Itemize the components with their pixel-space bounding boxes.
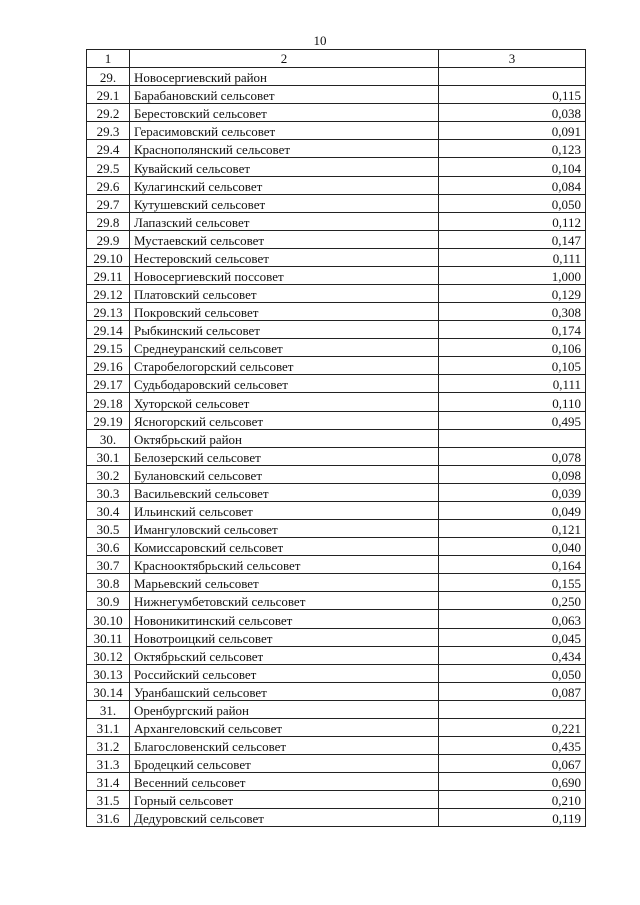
- municipality-name: Весенний сельсовет: [130, 773, 439, 791]
- coefficient-value: [439, 700, 586, 718]
- row-number: 29.13: [87, 303, 130, 321]
- row-number: 30.: [87, 429, 130, 447]
- table-row: [87, 791, 586, 809]
- table-row: [87, 194, 586, 212]
- table-row: [87, 339, 586, 357]
- coefficient-value: 0,050: [439, 664, 586, 682]
- coefficient-value: 0,040: [439, 538, 586, 556]
- municipality-name: Рыбкинский сельсовет: [130, 321, 439, 339]
- municipality-name: Новосергиевский поссовет: [130, 266, 439, 284]
- table-row: [87, 158, 586, 176]
- coefficient-value: 0,050: [439, 194, 586, 212]
- row-number: 30.13: [87, 664, 130, 682]
- row-number: 30.12: [87, 646, 130, 664]
- table-row: [87, 809, 586, 827]
- coefficient-value: 0,119: [439, 809, 586, 827]
- table-row: [87, 176, 586, 194]
- row-number: 29.5: [87, 158, 130, 176]
- coefficient-value: 1,000: [439, 266, 586, 284]
- row-number: 29.4: [87, 140, 130, 158]
- row-number: 30.7: [87, 556, 130, 574]
- municipality-name: Российский сельсовет: [130, 664, 439, 682]
- coefficient-value: 0,123: [439, 140, 586, 158]
- table-row: [87, 266, 586, 284]
- row-number: 29.2: [87, 104, 130, 122]
- table-row: [87, 140, 586, 158]
- municipality-name: Лапазский сельсовет: [130, 212, 439, 230]
- row-number: 29.18: [87, 393, 130, 411]
- row-number: 30.9: [87, 592, 130, 610]
- table-row: [87, 755, 586, 773]
- row-number: 30.6: [87, 538, 130, 556]
- row-number: 29.: [87, 68, 130, 86]
- municipality-name: Комиссаровский сельсовет: [130, 538, 439, 556]
- row-number: 30.5: [87, 520, 130, 538]
- municipality-name: Кутушевский сельсовет: [130, 194, 439, 212]
- table-row: [87, 230, 586, 248]
- coefficient-value: 0,129: [439, 285, 586, 303]
- municipality-name: Марьевский сельсовет: [130, 574, 439, 592]
- row-number: 30.11: [87, 628, 130, 646]
- table-row: [87, 736, 586, 754]
- table-row: [87, 357, 586, 375]
- municipality-name: Платовский сельсовет: [130, 285, 439, 303]
- table-body: [87, 50, 586, 827]
- municipality-name: Новотроицкий сельсовет: [130, 628, 439, 646]
- coefficient-value: 0,112: [439, 212, 586, 230]
- row-number: 29.3: [87, 122, 130, 140]
- row-number: 30.1: [87, 447, 130, 465]
- coefficient-value: 0,434: [439, 646, 586, 664]
- coefficient-value: 0,104: [439, 158, 586, 176]
- row-number: 30.8: [87, 574, 130, 592]
- coefficient-value: 0,115: [439, 86, 586, 104]
- row-number: 31.5: [87, 791, 130, 809]
- header-col-2: 2: [130, 50, 439, 68]
- row-number: 29.9: [87, 230, 130, 248]
- table-row: [87, 700, 586, 718]
- coefficient-value: [439, 429, 586, 447]
- coefficient-value: 0,106: [439, 339, 586, 357]
- municipality-name: Герасимовский сельсовет: [130, 122, 439, 140]
- coefficient-value: 0,210: [439, 791, 586, 809]
- coefficient-value: 0,084: [439, 176, 586, 194]
- coefficient-value: 0,690: [439, 773, 586, 791]
- row-number: 31.4: [87, 773, 130, 791]
- table-row: [87, 556, 586, 574]
- municipality-name: Бродецкий сельсовет: [130, 755, 439, 773]
- coefficient-value: 0,111: [439, 375, 586, 393]
- row-number: 30.10: [87, 610, 130, 628]
- row-number: 29.8: [87, 212, 130, 230]
- table-row: [87, 429, 586, 447]
- table-row: [87, 501, 586, 519]
- municipality-name: Нижнегумбетовский сельсовет: [130, 592, 439, 610]
- municipality-name: Благословенский сельсовет: [130, 736, 439, 754]
- table-row: [87, 68, 586, 86]
- coefficient-value: 0,495: [439, 411, 586, 429]
- table-row: [87, 104, 586, 122]
- coefficient-value: 0,121: [439, 520, 586, 538]
- table-row: [87, 773, 586, 791]
- municipality-name: Ясногорский сельсовет: [130, 411, 439, 429]
- coefficient-value: 0,250: [439, 592, 586, 610]
- coefficient-value: 0,111: [439, 248, 586, 266]
- row-number: 29.14: [87, 321, 130, 339]
- coefficient-value: 0,155: [439, 574, 586, 592]
- table-row: [87, 212, 586, 230]
- coefficient-value: 0,308: [439, 303, 586, 321]
- table-row: [87, 86, 586, 104]
- row-number: 31.6: [87, 809, 130, 827]
- row-number: 29.7: [87, 194, 130, 212]
- table-row: [87, 248, 586, 266]
- row-number: 29.1: [87, 86, 130, 104]
- table-header-row: [87, 50, 586, 68]
- municipality-name: Октябрьский район: [130, 429, 439, 447]
- municipality-name: Булановский сельсовет: [130, 465, 439, 483]
- header-col-1: 1: [87, 50, 130, 68]
- row-number: 31.3: [87, 755, 130, 773]
- coefficient-value: 0,164: [439, 556, 586, 574]
- coefficient-value: 0,038: [439, 104, 586, 122]
- municipality-name: Кулагинский сельсовет: [130, 176, 439, 194]
- municipality-name: Краснополянский сельсовет: [130, 140, 439, 158]
- table-row: [87, 483, 586, 501]
- municipality-name: Краснооктябрьский сельсовет: [130, 556, 439, 574]
- table-row: [87, 303, 586, 321]
- table-row: [87, 122, 586, 140]
- municipality-name: Горный сельсовет: [130, 791, 439, 809]
- municipality-name: Старобелогорский сельсовет: [130, 357, 439, 375]
- table-row: [87, 411, 586, 429]
- row-number: 30.3: [87, 483, 130, 501]
- municipality-name: Оренбургский район: [130, 700, 439, 718]
- table-row: [87, 465, 586, 483]
- municipality-name: Нестеровский сельсовет: [130, 248, 439, 266]
- municipality-name: Покровский сельсовет: [130, 303, 439, 321]
- coefficient-value: 0,221: [439, 718, 586, 736]
- row-number: 31.2: [87, 736, 130, 754]
- coefficient-value: 0,067: [439, 755, 586, 773]
- table-row: [87, 628, 586, 646]
- coefficients-table: [86, 49, 586, 827]
- row-number: 29.17: [87, 375, 130, 393]
- coefficient-value: 0,045: [439, 628, 586, 646]
- row-number: 29.6: [87, 176, 130, 194]
- header-col-3: 3: [439, 50, 586, 68]
- municipality-name: Среднеуранский сельсовет: [130, 339, 439, 357]
- row-number: 30.2: [87, 465, 130, 483]
- coefficient-value: 0,063: [439, 610, 586, 628]
- coefficient-value: [439, 68, 586, 86]
- coefficient-value: 0,039: [439, 483, 586, 501]
- row-number: 30.14: [87, 682, 130, 700]
- municipality-name: Ильинский сельсовет: [130, 501, 439, 519]
- table-row: [87, 718, 586, 736]
- row-number: 31.: [87, 700, 130, 718]
- row-number: 30.4: [87, 501, 130, 519]
- municipality-name: Архангеловский сельсовет: [130, 718, 439, 736]
- table-row: [87, 321, 586, 339]
- municipality-name: Белозерский сельсовет: [130, 447, 439, 465]
- row-number: 31.1: [87, 718, 130, 736]
- table-row: [87, 520, 586, 538]
- coefficient-value: 0,174: [439, 321, 586, 339]
- municipality-name: Имангуловский сельсовет: [130, 520, 439, 538]
- municipality-name: Васильевский сельсовет: [130, 483, 439, 501]
- coefficient-value: 0,087: [439, 682, 586, 700]
- table-row: [87, 664, 586, 682]
- coefficient-value: 0,110: [439, 393, 586, 411]
- table-row: [87, 574, 586, 592]
- table-row: [87, 447, 586, 465]
- coefficient-value: 0,091: [439, 122, 586, 140]
- coefficient-value: 0,078: [439, 447, 586, 465]
- row-number: 29.12: [87, 285, 130, 303]
- municipality-name: Хуторской сельсовет: [130, 393, 439, 411]
- municipality-name: Октябрьский сельсовет: [130, 646, 439, 664]
- coefficient-value: 0,049: [439, 501, 586, 519]
- table-row: [87, 393, 586, 411]
- municipality-name: Мустаевский сельсовет: [130, 230, 439, 248]
- table-row: [87, 375, 586, 393]
- table-row: [87, 646, 586, 664]
- coefficient-value: 0,435: [439, 736, 586, 754]
- coefficient-value: 0,147: [439, 230, 586, 248]
- row-number: 29.19: [87, 411, 130, 429]
- municipality-name: Кувайский сельсовет: [130, 158, 439, 176]
- table-row: [87, 538, 586, 556]
- row-number: 29.15: [87, 339, 130, 357]
- row-number: 29.16: [87, 357, 130, 375]
- table-row: [87, 610, 586, 628]
- coefficient-value: 0,098: [439, 465, 586, 483]
- municipality-name: Новосергиевский район: [130, 68, 439, 86]
- municipality-name: Уранбашский сельсовет: [130, 682, 439, 700]
- page-number: 10: [313, 33, 327, 48]
- municipality-name: Новоникитинский сельсовет: [130, 610, 439, 628]
- coefficient-value: 0,105: [439, 357, 586, 375]
- municipality-name: Судьбодаровский сельсовет: [130, 375, 439, 393]
- municipality-name: Дедуровский сельсовет: [130, 809, 439, 827]
- municipality-name: Барабановский сельсовет: [130, 86, 439, 104]
- table-row: [87, 592, 586, 610]
- table-row: [87, 682, 586, 700]
- table-row: [87, 285, 586, 303]
- row-number: 29.10: [87, 248, 130, 266]
- row-number: 29.11: [87, 266, 130, 284]
- municipality-name: Берестовский сельсовет: [130, 104, 439, 122]
